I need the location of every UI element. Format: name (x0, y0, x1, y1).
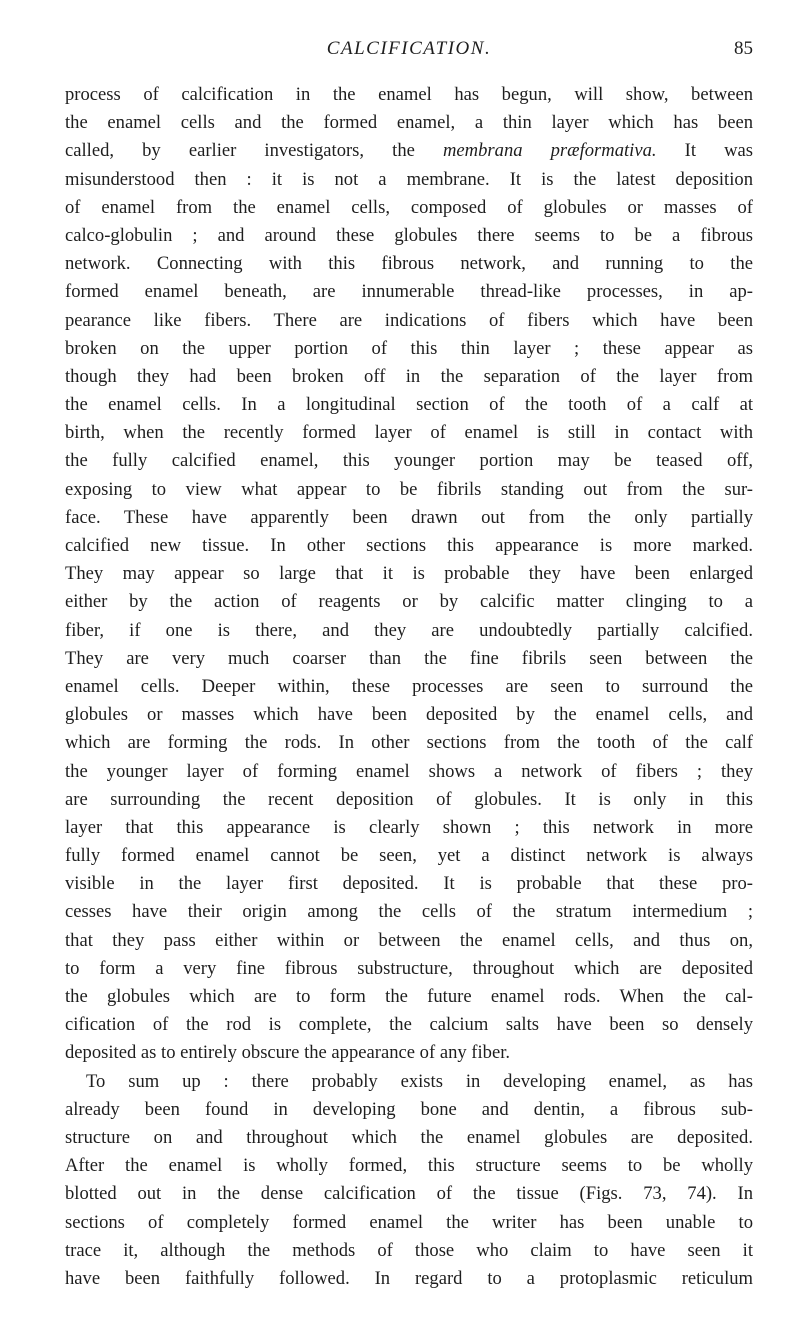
text-line: the globules which are to form the future enamel rods. When the cal- (65, 986, 753, 1007)
text-line: After the enamel is wholly formed, this structure seems to be wholly (65, 1155, 753, 1177)
text-line: process of calcification in the enamel has begun, will show, between (65, 84, 753, 105)
text-line: misunderstood then : it is not a membrane. It is the latest deposition (65, 168, 753, 190)
text-line: the younger layer of forming enamel shows a network of fibers ; they (65, 760, 753, 782)
text-line: They may appear so large that it is probable they have been enlarged (65, 563, 753, 585)
text-line: layer that this appearance is clearly shown ; this network in more (65, 816, 753, 838)
text-line: the enamel cells and the formed enamel, a thin layer which has been (65, 112, 753, 134)
page-number: 85 (734, 38, 753, 59)
text-line: face. These have apparently been drawn out from the only partially (65, 506, 753, 528)
text-line: of enamel from the enamel cells, composed of globules or masses of (65, 196, 753, 218)
text-run: It was (656, 140, 753, 162)
text-line: the enamel cells. In a longitudinal section of the tooth of a calf at (65, 394, 753, 416)
running-title: CALCIFICATION. (326, 38, 492, 59)
text-line: fiber, if one is there, and they are undoubtedly partially calcified. (65, 619, 753, 641)
text-line: exposing to view what appear to be fibrils standing out from the sur- (65, 478, 753, 500)
text-line: though they had been broken off in the separation of the layer from (65, 365, 753, 387)
text-line: broken on the upper portion of this thin layer ; these appear as (65, 337, 753, 359)
text-line: formed enamel beneath, are innumerable thread-like processes, in ap- (65, 281, 753, 303)
text-line: deposited as to entirely obscure the appearance of any fiber. (65, 1042, 511, 1064)
text-line: To sum up : there probably exists in developing enamel, as has (86, 1070, 753, 1092)
text-line: They are very much coarser than the fine fibrils seen between the (65, 647, 753, 669)
text-line: either by the action of reagents or by calcific matter clinging to a (65, 591, 753, 613)
text-line: enamel cells. Deeper within, these processes are seen to surround the (65, 675, 753, 697)
text-line: visible in the layer first deposited. It is probable that these pro- (65, 873, 753, 895)
running-head (65, 36, 753, 62)
text-line: calco-globulin ; and around these globules there seems to be a fibrous (65, 224, 753, 246)
text-line: fully formed enamel cannot be seen, yet a distinct network is always (65, 845, 753, 867)
text-line: are surrounding the recent deposition of globules. It is only in this (65, 788, 753, 810)
body-text (65, 81, 753, 1293)
text-line: birth, when the recently formed layer of enamel is still in contact with (65, 422, 753, 444)
text-line: network. Connecting with this fibrous network, and running to the (65, 253, 753, 275)
text-line (65, 137, 753, 165)
text-line: calcified new tissue. In other sections this appearance is more marked. (65, 535, 753, 556)
text-line: have been faithfully followed. In regard to a protoplasmic reticulum (65, 1267, 753, 1289)
text-line: structure on and throughout which the enamel globules are deposited. (65, 1126, 753, 1148)
text-line: blotted out in the dense calcification of the tissue (Figs. 73, 74). In (65, 1183, 753, 1205)
text-line: cification of the rod is complete, the calcium salts have been so densely (65, 1014, 753, 1036)
text-line: cesses have their origin among the cells of the stratum intermedium ; (65, 901, 753, 923)
text-line: globules or masses which have been deposited by the enamel cells, and (65, 704, 753, 726)
text-line: that they pass either within or between the enamel cells, and thus on, (65, 929, 753, 951)
text-line: which are forming the rods. In other sections from the tooth of the calf (65, 732, 753, 754)
italic-term: membrana præformativa. (443, 140, 657, 162)
text-run: called, by earlier investigators, the (65, 140, 443, 162)
text-line: pearance like fibers. There are indications of fibers which have been (65, 309, 753, 331)
text-line: to form a very fine fibrous substructure, throughout which are deposited (65, 957, 753, 979)
text-line: the fully calcified enamel, this younger portion may be teased off, (65, 450, 753, 472)
text-line: sections of completely formed enamel the writer has been unable to (65, 1211, 753, 1233)
text-line: trace it, although the methods of those who claim to have seen it (65, 1239, 753, 1261)
text-line: already been found in developing bone and dentin, a fibrous sub- (65, 1098, 753, 1120)
